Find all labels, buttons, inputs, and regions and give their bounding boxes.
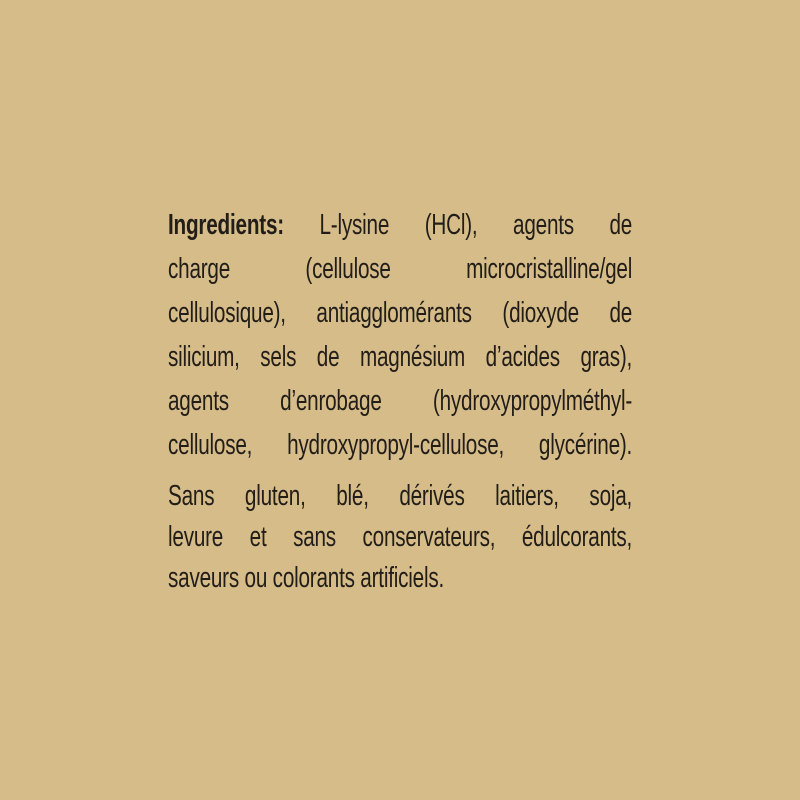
ingredients-label-panel bbox=[168, 203, 632, 599]
ingredients-line: cellulose, hydroxypropyl-cellulose, glycérine). bbox=[168, 429, 633, 461]
ingredients-heading: Ingredients: bbox=[168, 209, 284, 241]
allergen-line: levure et sans conservateurs, édulcorants, bbox=[168, 521, 633, 553]
ingredients-line bbox=[168, 203, 632, 247]
ingredients-line: charge (cellulose microcristalline/gel bbox=[168, 253, 633, 285]
ingredients-line: cellulosique), antiagglomérants (dioxyde de bbox=[168, 297, 633, 329]
label-text-block bbox=[168, 203, 632, 599]
ingredients-line: agents d’enrobage (hydroxypropylméthyl- bbox=[168, 385, 633, 417]
ingredients-line: silicium, sels de magnésium d’acides gras), bbox=[168, 341, 633, 373]
allergen-line: saveurs ou colorants artificiels. bbox=[168, 562, 445, 594]
allergen-line: Sans gluten, blé, dérivés laitiers, soja, bbox=[168, 480, 633, 512]
ingredients-paragraph bbox=[168, 203, 632, 467]
ingredients-line-text: L-lysine (HCl), agents de bbox=[319, 209, 633, 241]
allergen-paragraph bbox=[168, 476, 632, 599]
